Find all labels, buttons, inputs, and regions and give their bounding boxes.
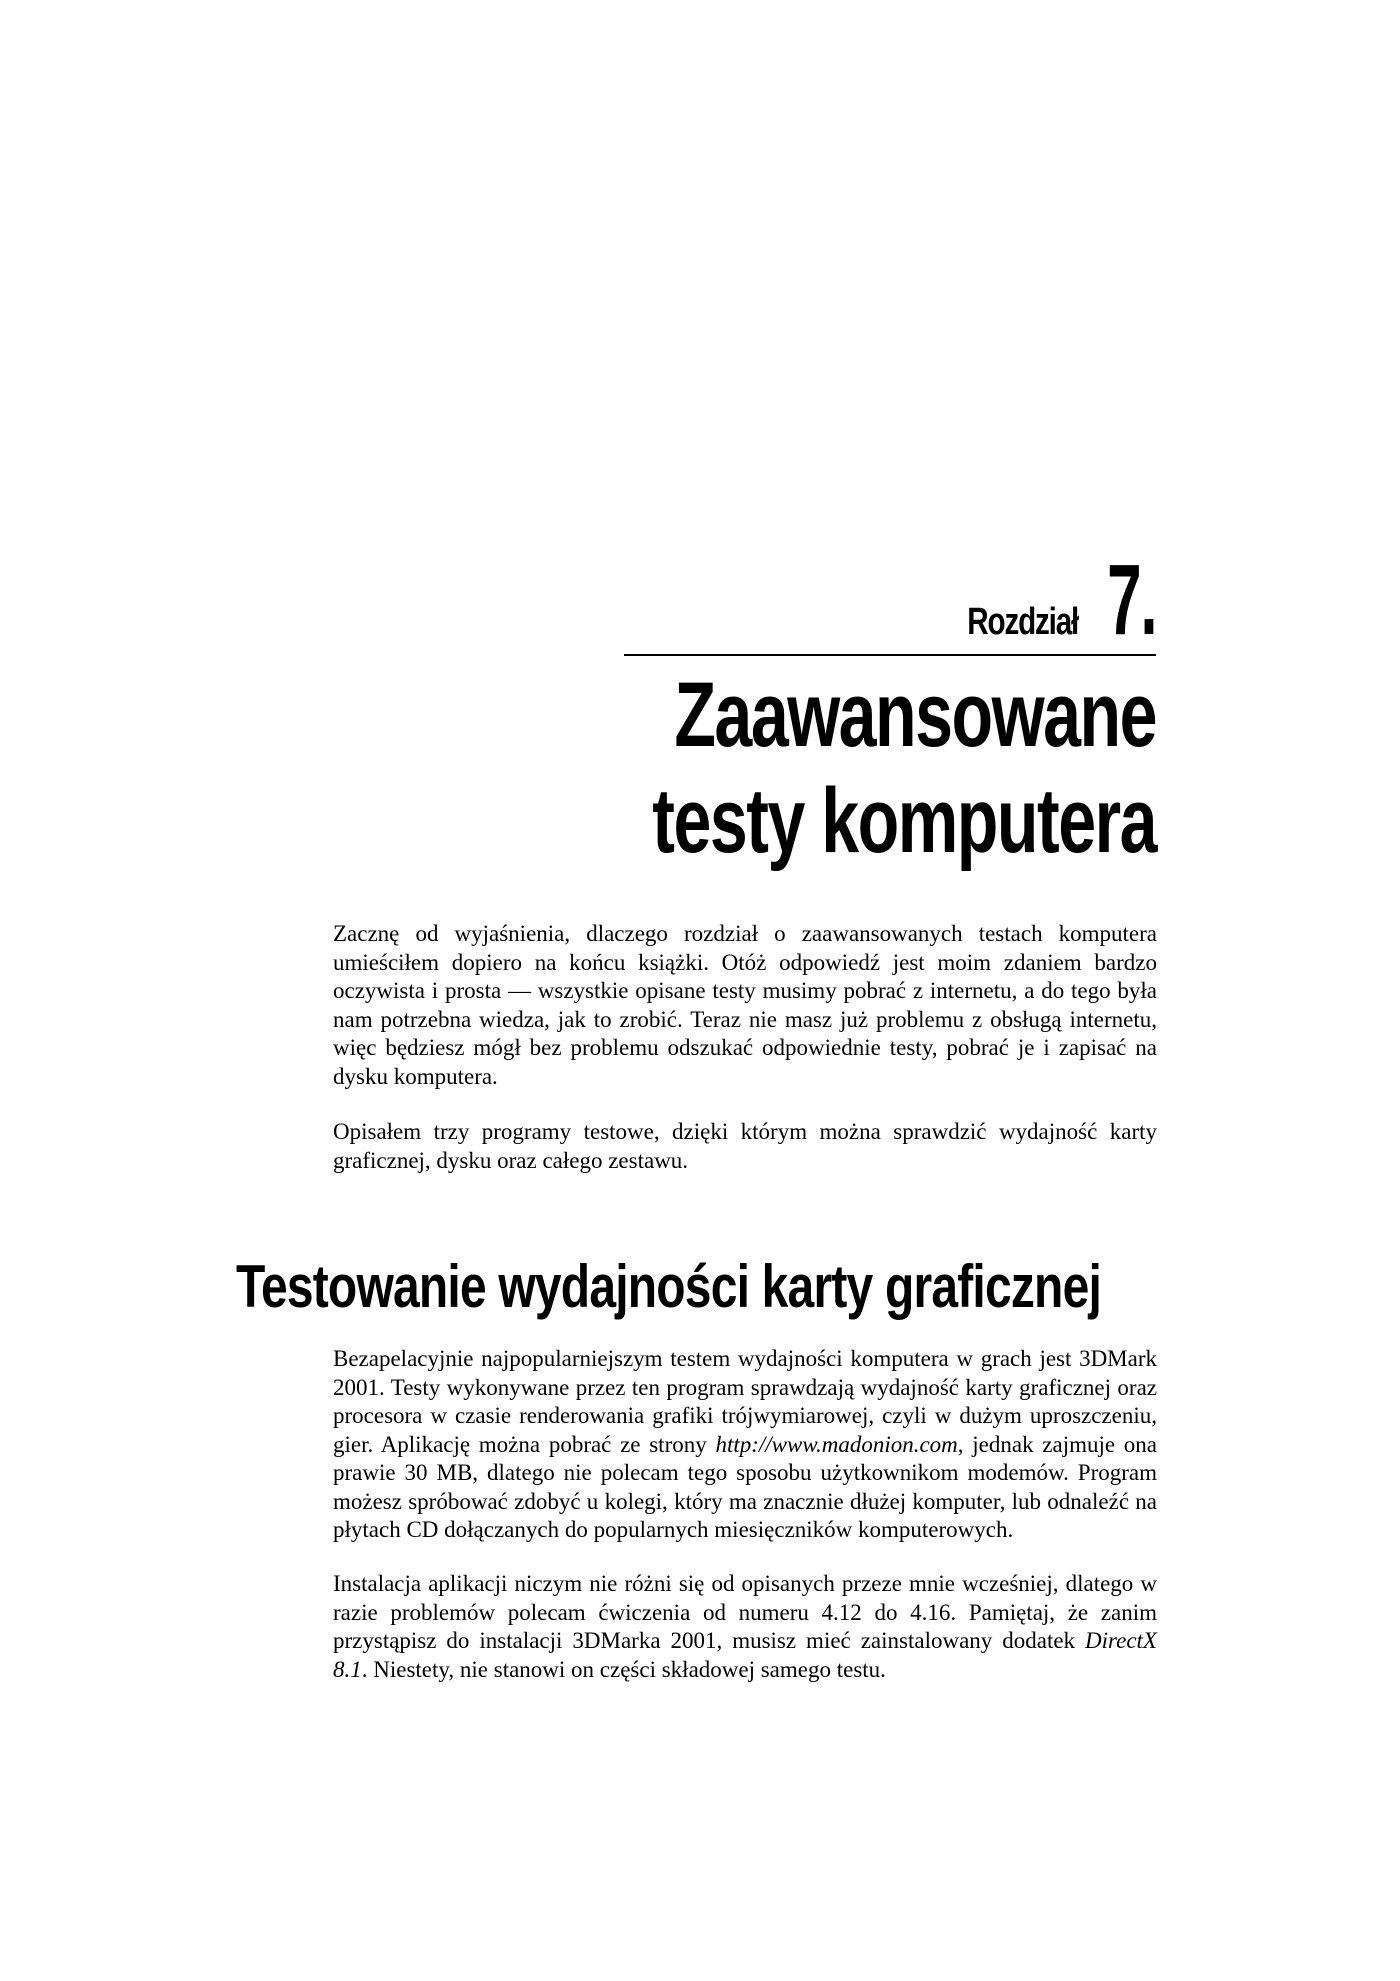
section-paragraph-1-text-a: Bezapelacyjnie najpopularniejszym testem wydajności komputera w grach jest 3DMark 2001. Testy wykonywane przez ten program sprawdzają wydajność karty graficznej oraz procesora w czasie renderowania grafiki trójwymiarowej, czyli w dużym uproszczeniu, gier. Aplikację można pobrać ze strony xyxy=(333,1346,1157,1457)
chapter-rule xyxy=(624,654,1156,656)
chapter-title xyxy=(420,662,1156,874)
madonion-link[interactable]: http://www.madonion.com xyxy=(715,1431,958,1457)
section-paragraph-1 xyxy=(333,1345,1157,1545)
section-paragraph-2-text-a: Instalacja aplikacji niczym nie różni się od opisanych przeze mnie wcześniej, dlatego w razie problemów polecam ćwiczenia od numeru 4.12 do 4.16. Pamiętaj, że zanim przystąpisz do instalacji 3DMarka 2001, musisz mieć zainstalowany dodatek xyxy=(333,1571,1157,1653)
section-paragraph-2-text-b: . Niestety, nie stanowi on części składowej samego testu. xyxy=(361,1656,886,1682)
intro-paragraph-1: Zacznę od wyjaśnienia, dlaczego rozdział o zaawansowanych testach komputera umieściłem dopiero na końcu książki. Otóż odpowiedź jest moim zdaniem bardzo oczywista i prosta — wszystkie opisane testy musimy pobrać z internetu, a do tego była nam potrzebna wiedza, jak to zrobić. Teraz nie masz już problemu z obsługą internetu, więc będziesz mógł bez problemu odszukać odpowiednie testy, pobrać je i zapisać na dysku komputera. xyxy=(333,921,1157,1089)
section-paragraph-2 xyxy=(333,1570,1157,1684)
section-paragraph-1-text-b: , jednak zajmuje ona prawie 30 MB, dlatego nie polecam tego sposobu użytkownikom modemów. Program możesz spróbować zdobyć u kolegi, który ma znacznie dłużej komputer, lub odnaleźć na płytach CD dołączanych do popularnych miesięczników komputerowych. xyxy=(333,1431,1157,1542)
chapter-title-line-1: Zaawansowane xyxy=(674,664,1156,766)
chapter-label: Rozdział xyxy=(967,601,1079,643)
intro-paragraph-2: Opisałem trzy programy testowe, dzięki którym można sprawdzić wydajność karty graficznej, dysku oraz całego zestawu. xyxy=(333,1119,1157,1173)
chapter-title-line-2: testy komputera xyxy=(652,770,1156,872)
directx-term: DirectX 8.1 xyxy=(333,1628,1157,1682)
section-heading: Testowanie wydajności karty graficznej xyxy=(236,1253,1102,1320)
chapter-heading xyxy=(560,544,1156,656)
chapter-number: 7. xyxy=(1106,544,1156,656)
